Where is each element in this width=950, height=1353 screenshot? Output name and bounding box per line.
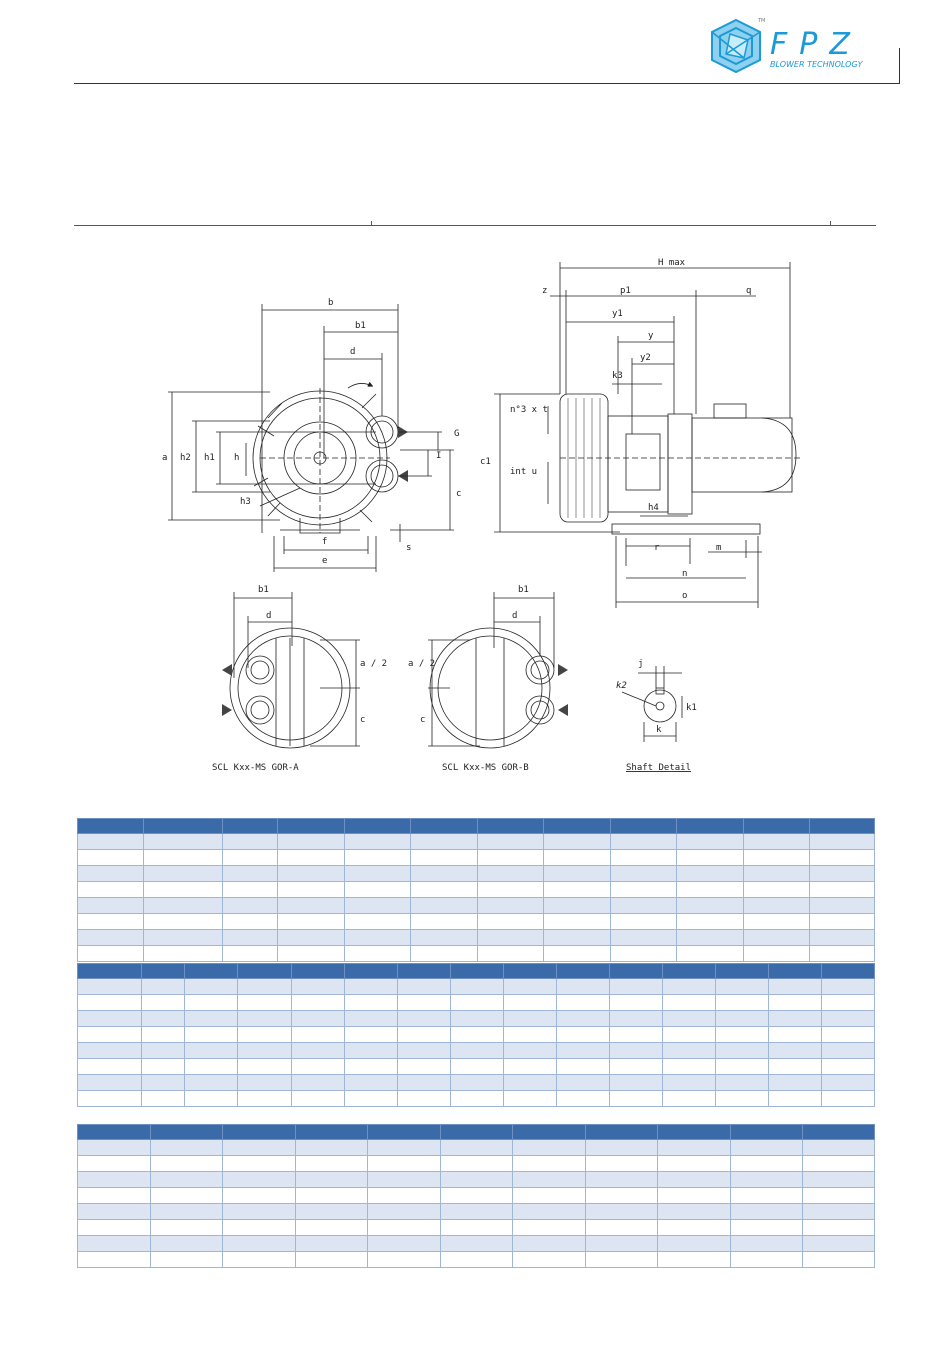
table-row (78, 1011, 875, 1027)
table-row (78, 995, 875, 1011)
dim-label-h4: h4 (648, 503, 659, 513)
table-header-row (78, 1125, 875, 1140)
dim-label-b1: b1 (355, 321, 366, 331)
table-row (78, 1188, 875, 1204)
section-rule-tick (371, 221, 372, 226)
variant-b-caption: SCL Kxx-MS GOR-B (442, 763, 529, 773)
dim-label-q: q (746, 286, 752, 296)
section-rule (74, 225, 876, 226)
technical-drawing (150, 248, 800, 788)
table-row (78, 914, 875, 930)
dim-label-f: f (322, 537, 328, 547)
dimension-table-1 (77, 818, 875, 962)
shaft-detail-caption: Shaft Detail (626, 763, 692, 773)
dim-label-y2: y2 (640, 353, 651, 363)
logo-trademark: TM (758, 18, 766, 24)
table-row (78, 898, 875, 914)
header-rule-tick (899, 48, 900, 84)
variant-a-label-d: d (266, 611, 272, 621)
dim-label-d: d (350, 347, 356, 357)
fpz-logo (700, 14, 900, 84)
dim-label-h2: h2 (180, 453, 191, 463)
variant-a-label-a2: a / 2 (360, 659, 388, 669)
table-row (78, 979, 875, 995)
dim-label-c1: c1 (480, 457, 491, 467)
dimension-table-3 (77, 1124, 875, 1268)
table-row (78, 1252, 875, 1268)
table-row (78, 1220, 875, 1236)
dim-label-r: r (654, 543, 660, 553)
dim-label-y: y (648, 331, 654, 341)
variant-b-label-a2: a / 2 (408, 659, 436, 669)
dimension-table-2 (77, 963, 875, 1107)
table-row (78, 1091, 875, 1107)
variant-a-label-c: c (360, 715, 366, 725)
dim-label-k3: k3 (612, 371, 623, 381)
shaft-label-k1: k1 (686, 703, 697, 713)
shaft-detail (622, 666, 682, 742)
dim-label-n: n (682, 569, 688, 579)
dim-label-h3: h3 (240, 497, 251, 507)
variant-b-label-b1: b1 (518, 585, 529, 595)
dim-label-screw: n°3 x t (510, 405, 548, 415)
dim-label-z: z (542, 286, 548, 296)
dim-label-h1: h1 (204, 453, 215, 463)
dim-label-int-u: int u (510, 467, 538, 477)
table-row (78, 1236, 875, 1252)
dim-label-p1: p1 (620, 286, 631, 296)
dim-label-o: o (682, 591, 688, 601)
table-row (78, 1043, 875, 1059)
dim-label-b: b (328, 298, 334, 308)
shaft-label-k: k (656, 725, 662, 735)
variant-b-view (428, 592, 568, 748)
front-view (168, 304, 454, 572)
dim-label-hmax: H max (658, 258, 686, 268)
table-header-row (78, 964, 875, 979)
dim-label-y1: y1 (612, 309, 623, 319)
header-rule (74, 83, 900, 84)
table-row (78, 866, 875, 882)
section-rule-tick (830, 221, 831, 226)
variant-a-caption: SCL Kxx-MS GOR-A (212, 763, 299, 773)
dim-label-i: I (436, 451, 442, 461)
variant-a-view (222, 592, 360, 748)
dim-label-s: s (406, 543, 412, 553)
side-view (494, 262, 800, 608)
table-row (78, 1156, 875, 1172)
table-header-row (78, 819, 875, 834)
table-row (78, 850, 875, 866)
dim-label-m: m (716, 543, 722, 553)
variant-b-label-c: c (420, 715, 426, 725)
dim-label-h: h (234, 453, 240, 463)
table-row (78, 930, 875, 946)
table-row (78, 1027, 875, 1043)
table-row (78, 1204, 875, 1220)
logo-emblem-icon (712, 20, 760, 72)
shaft-label-k2: k2 (616, 681, 627, 691)
table-row (78, 1172, 875, 1188)
table-row (78, 1140, 875, 1156)
table-row (78, 834, 875, 850)
dim-label-a: a (162, 453, 168, 463)
dim-label-c: c (456, 489, 462, 499)
variant-b-label-d: d (512, 611, 518, 621)
shaft-label-j: j (638, 659, 644, 669)
dim-label-g: G (454, 429, 460, 439)
variant-a-label-b1: b1 (258, 585, 269, 595)
table-row (78, 1059, 875, 1075)
table-row (78, 946, 875, 962)
logo-brand: FPZ (770, 27, 862, 62)
logo-tagline: BLOWER TECHNOLOGY (770, 60, 863, 69)
table-row (78, 882, 875, 898)
dim-label-e: e (322, 556, 328, 566)
table-row (78, 1075, 875, 1091)
